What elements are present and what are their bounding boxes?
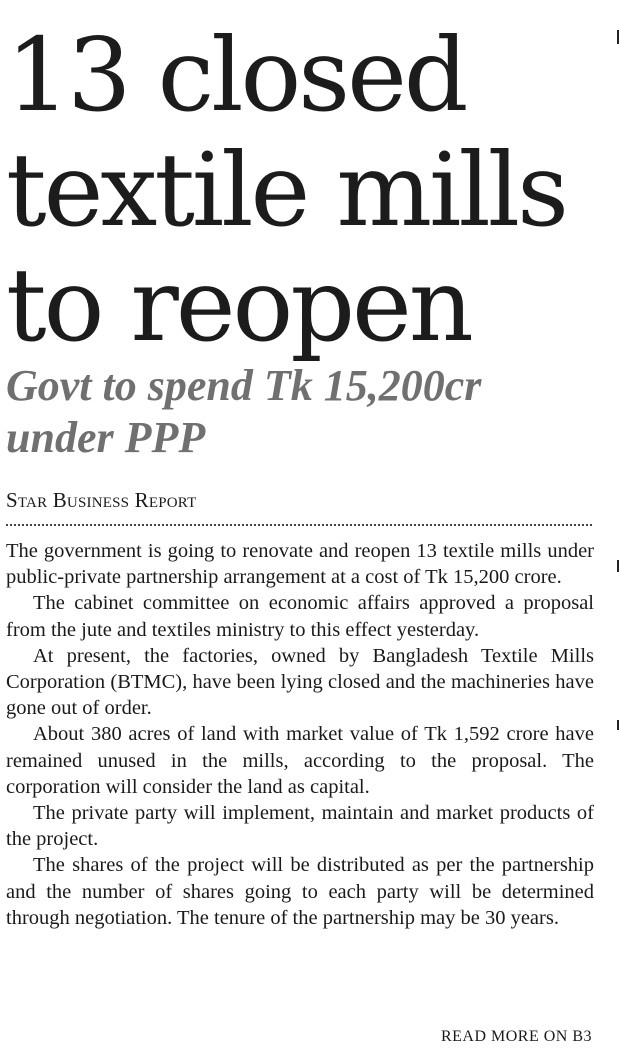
- body-paragraph: The government is going to renovate and reopen 13 textile mills under public-private partnership arrangement at a cost of Tk 15,200 crore.: [6, 540, 594, 589]
- subheadline-line: Govt to spend Tk 15,200cr: [6, 361, 482, 410]
- body-paragraph: At present, the factories, owned by Bangladesh Textile Mills Corporation (BTMC), have been lying closed and the machineries have gone out of order.: [6, 644, 594, 720]
- headline-line: textile mills: [6, 131, 566, 249]
- headline: [6, 18, 611, 363]
- dotted-divider: [6, 524, 592, 526]
- subheadline: [6, 360, 611, 464]
- body-paragraph: The private party will implement, maintain and market products of the project.: [6, 802, 594, 851]
- subheadline-line: under PPP: [6, 413, 206, 462]
- headline-line: 13 closed: [6, 16, 466, 134]
- headline-line: to reopen: [6, 246, 471, 364]
- body-paragraph: The cabinet committee on economic affairs approved a proposal from the jute and textiles ministry to this effect yesterday.: [6, 592, 594, 641]
- body-paragraph: About 380 acres of land with market value of Tk 1,592 crore have remained unused in the mills, according to the proposal. The corporation will consider the land as capital.: [6, 723, 594, 798]
- body-paragraph: The shares of the project will be distributed as per the partnership and the number of shares going to each party will be determined through negotiation. The tenure of the partnership may be 30 years.: [6, 854, 594, 929]
- article-body: [6, 538, 594, 931]
- byline: Star Business Report: [6, 488, 197, 512]
- read-more-reference: READ MORE ON B3: [440, 1028, 592, 1045]
